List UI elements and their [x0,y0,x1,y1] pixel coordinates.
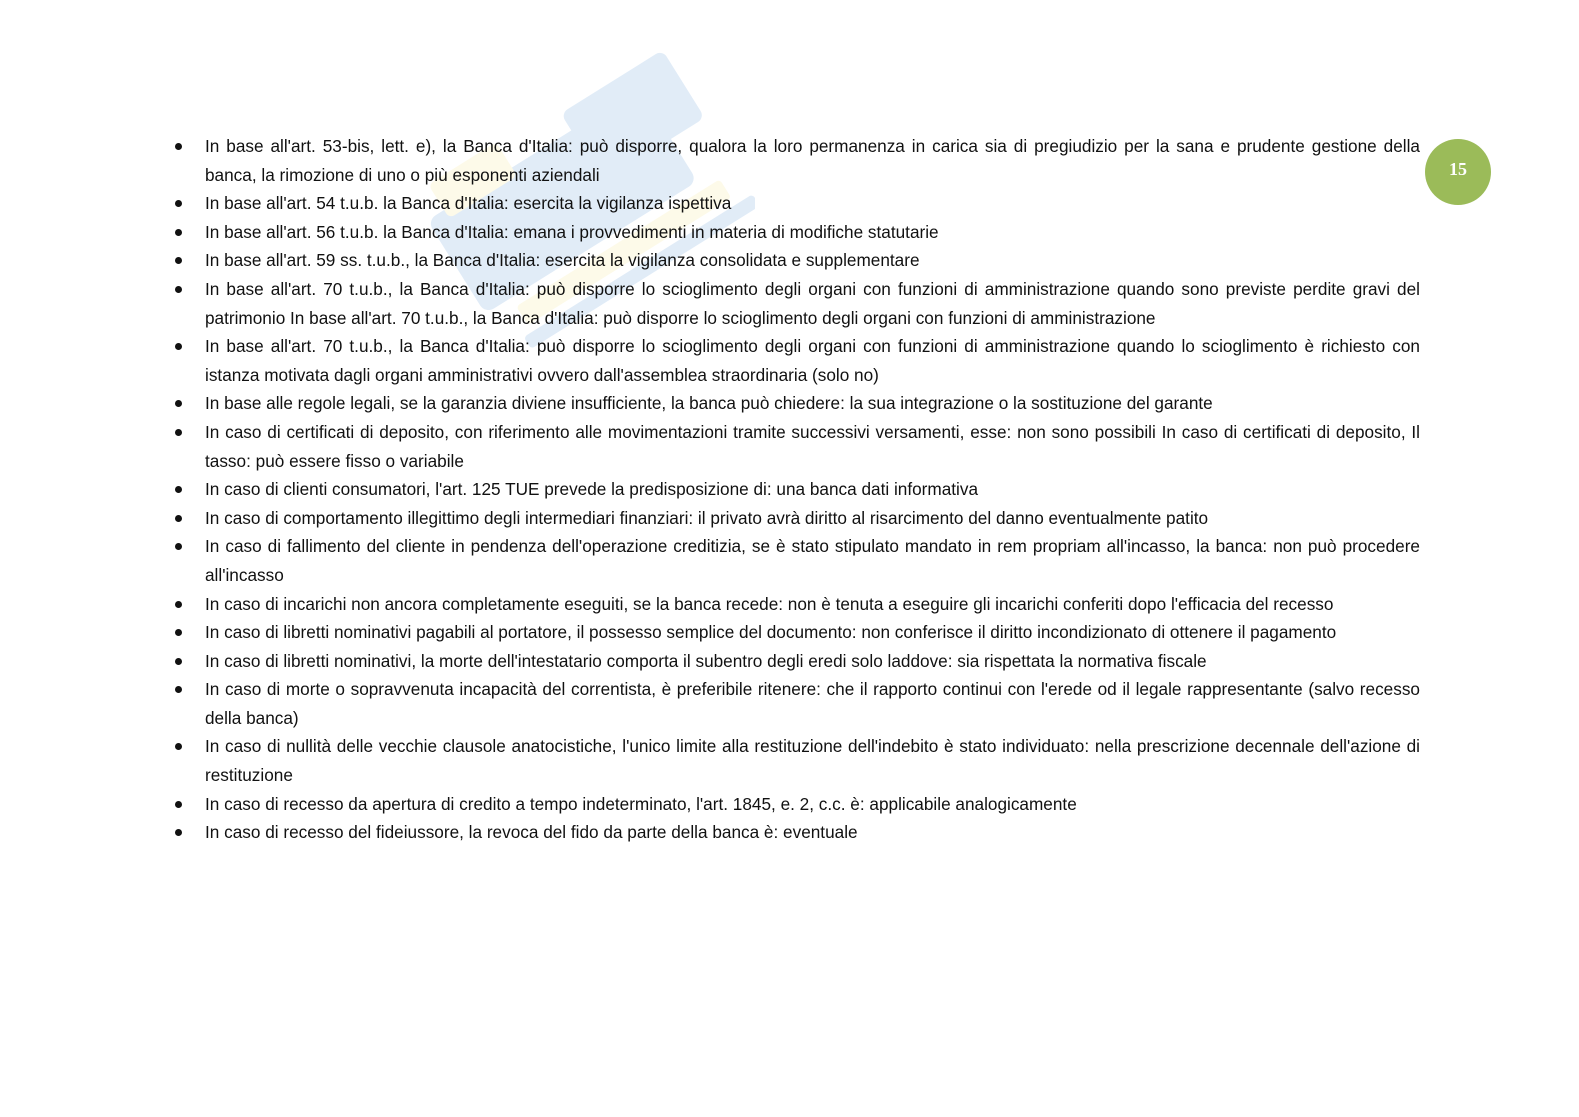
list-item [175,246,1420,275]
list-item [175,389,1420,418]
list-item [175,504,1420,533]
list-item [175,218,1420,247]
bullet-icon [175,286,182,293]
list-item-text: In base all'art. 53-bis, lett. e), la Banca d'Italia: può disporre, qualora la loro permanenza in carica sia di pregiudizio per la sana e prudente gestione della banca, la rimozione di uno o più esponenti aziendali [205,136,1420,185]
bullet-icon [175,429,182,436]
list-item [175,590,1420,619]
list-item-text: In caso di fallimento del cliente in pendenza dell'operazione creditizia, se è stato stipulato mandato in rem propriam all'incasso, la banca: non può procedere all'incasso [205,536,1420,585]
bullet-icon [175,486,182,493]
list-item [175,647,1420,676]
list-item-text: In caso di clienti consumatori, l'art. 125 TUE prevede la predisposizione di: una banca dati informativa [205,479,979,500]
bullet-icon [175,543,182,550]
page-number-badge: 15 [1425,139,1491,205]
list-item-text: In caso di recesso del fideiussore, la revoca del fido da parte della banca è: eventuale [205,822,858,843]
bullet-icon [175,801,182,808]
list-item-text: In base all'art. 54 t.u.b. la Banca d'Italia: esercita la vigilanza ispettiva [205,193,732,214]
bullet-icon [175,658,182,665]
bullet-icon [175,229,182,236]
list-item-text: In base all'art. 56 t.u.b. la Banca d'Italia: emana i provvedimenti in materia di modifiche statutarie [205,221,939,242]
bullet-icon [175,515,182,522]
list-item [175,475,1420,504]
list-item-text: In caso di recesso da apertura di credito a tempo indeterminato, l'art. 1845, e. 2, c.c. è: applicabile analogicamente [205,793,1077,814]
bullet-icon [175,629,182,636]
list-item [175,132,1420,189]
list-item-text: In base alle regole legali, se la garanzia diviene insufficiente, la banca può chiedere: la sua integrazione o la sostituzione del garante [205,393,1213,414]
bullet-icon [175,743,182,750]
list-item-text: In base all'art. 59 ss. t.u.b., la Banca d'Italia: esercita la vigilanza consolidata e supplementare [205,250,920,271]
bullet-icon [175,143,182,150]
list-item [175,418,1420,475]
list-item-text: In caso di comportamento illegittimo degli intermediari finanziari: il privato avrà diritto al risarcimento del danno eventualmente patito [205,507,1209,528]
list-item-text: In caso di libretti nominativi pagabili al portatore, il possesso semplice del documento: non conferisce il diritto incondizionato di ottenere il pagamento [205,622,1337,643]
bullet-icon [175,257,182,264]
bullet-icon [175,200,182,207]
list-item-text: In caso di nullità delle vecchie clausole anatocistiche, l'unico limite alla restituzione dell'indebito è stato individuato: nella prescrizione decennale dell'azione di restituzione [205,736,1420,786]
list-item [175,732,1420,789]
list-item [175,189,1420,218]
list-item [175,618,1420,647]
document-content [175,132,1420,847]
list-item [175,675,1420,732]
list-item [175,275,1420,332]
list-item [175,790,1420,819]
list-item-text: In caso di certificati di deposito, con riferimento alle movimentazioni tramite successivi versamenti, esse: non sono possibili In caso di certificati di deposito, Il tasso: può essere fisso o variabile [205,421,1420,471]
bullet-icon [175,686,182,693]
list-item-text: In caso di morte o sopravvenuta incapacità del correntista, è preferibile ritenere: che il rapporto continui con l'erede od il legale rappresentante (salvo recesso della banca) [205,679,1420,728]
bullet-icon [175,829,182,836]
list-item [175,332,1420,389]
list-item-text: In base all'art. 70 t.u.b., la Banca d'Italia: può disporre lo scioglimento degli organi con funzioni di amministrazione quando lo scioglimento è richiesto con istanza motivata dagli organi amministrativi ovvero dall'assemblea straordinaria (solo no) [205,336,1420,385]
list-item-text: In caso di incarichi non ancora completamente eseguiti, se la banca recede: non è tenuta a eseguire gli incarichi conferiti dopo l'efficacia del recesso [205,593,1334,614]
bullet-list [175,132,1420,847]
list-item-text: In caso di libretti nominativi, la morte dell'intestatario comporta il subentro degli eredi solo laddove: sia rispettata la normativa fiscale [205,650,1207,671]
bullet-icon [175,343,182,350]
list-item-text: In base all'art. 70 t.u.b., la Banca d'Italia: può disporre lo scioglimento degli organi con funzioni di amministrazione quando sono previste perdite gravi del patrimonio In base all'art. 70 t.u.b., la Banca d'Italia: può disporre lo scioglimento degli organi con funzioni di amministrazione [205,278,1420,328]
list-item [175,532,1420,589]
bullet-icon [175,400,182,407]
list-item [175,818,1420,847]
bullet-icon [175,601,182,608]
